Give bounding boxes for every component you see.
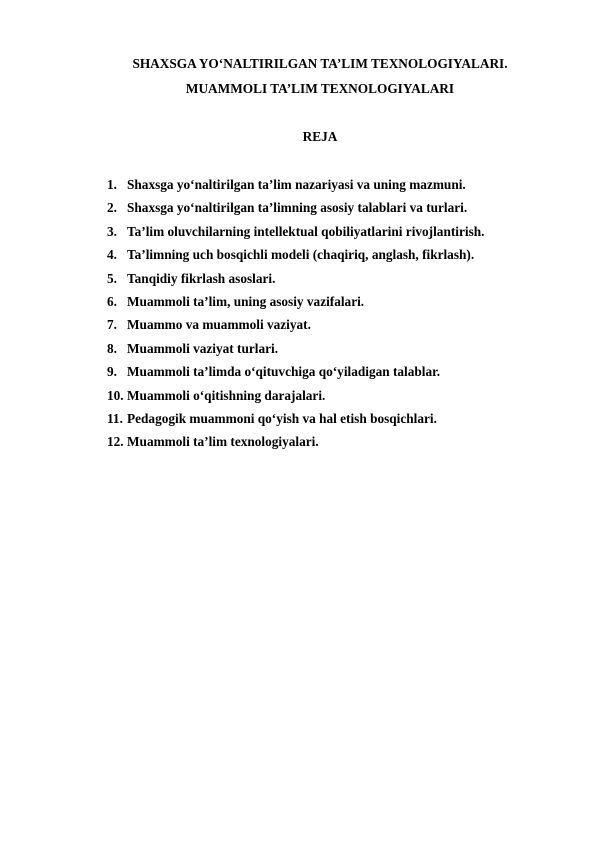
plan-item-number: 8.: [107, 340, 117, 356]
plan-item-text: Muammoli vaziyat turlari.: [127, 340, 279, 356]
plan-item: [107, 200, 484, 223]
plan-item-text: Ta’lim oluvchilarning intellektual qobiliyatlarini rivojlantirish.: [127, 223, 485, 239]
plan-item: [107, 317, 484, 340]
plan-item-number: 1.: [107, 177, 117, 192]
plan-item-text: Muammoli ta’lim texnologiyalari.: [127, 434, 319, 450]
plan-item: [107, 388, 484, 411]
section-heading: REJA: [302, 129, 338, 144]
plan-item-text: Ta’limning uch bosqichli modeli (chaqiriq, anglash, fikrlash).: [127, 247, 475, 263]
plan-item-text: Pedagogik muammoni qo‘yish va hal etish bosqichlari.: [127, 410, 437, 426]
plan-item: [107, 177, 484, 200]
plan-item: [107, 294, 484, 317]
plan-item-text: Muammo va muammoli vaziyat.: [127, 317, 311, 333]
plan-item-text: Shaxsga yo‘naltirilgan ta’limning asosiy talablari va turlari.: [127, 200, 468, 216]
plan-item-number: 3.: [107, 223, 117, 239]
plan-item-number: 11.: [107, 410, 123, 426]
plan-item-text: Muammoli ta’lim, uning asosiy vazifalari.: [127, 293, 365, 309]
document-title-line-1: SHAXSGA YO‘NALTIRILGAN TA’LIM TEXNOLOGIYALARI.: [132, 56, 508, 71]
plan-item: [107, 271, 484, 294]
plan-item: [107, 224, 484, 247]
plan-item-text: Tanqidiy fikrlash asoslari.: [127, 270, 276, 286]
plan-item-number: 5.: [107, 270, 117, 286]
plan-item: [107, 341, 484, 364]
plan-item-number: 9.: [107, 364, 117, 380]
plan-item-text: Shaxsga yo‘naltirilgan ta’lim nazariyasi va uning mazmuni.: [127, 177, 466, 192]
plan-item-text: Muammoli ta’limda o‘qituvchiga qo‘yiladigan talablar.: [127, 364, 441, 380]
plan-item-number: 12.: [107, 434, 124, 450]
document-title-line-2: MUAMMOLI TA’LIM TEXNOLOGIYALARI: [185, 81, 455, 96]
plan-item: [107, 364, 484, 387]
plan-list: [107, 177, 484, 458]
plan-item: [107, 434, 484, 457]
plan-item: [107, 247, 484, 270]
plan-item-number: 10.: [107, 387, 124, 403]
plan-item-text: Muammoli o‘qitishning darajalari.: [127, 387, 326, 403]
plan-item-number: 2.: [107, 200, 117, 216]
plan-item-number: 4.: [107, 247, 117, 263]
plan-item-number: 7.: [107, 317, 117, 333]
plan-item: [107, 411, 484, 434]
plan-item-number: 6.: [107, 293, 117, 309]
